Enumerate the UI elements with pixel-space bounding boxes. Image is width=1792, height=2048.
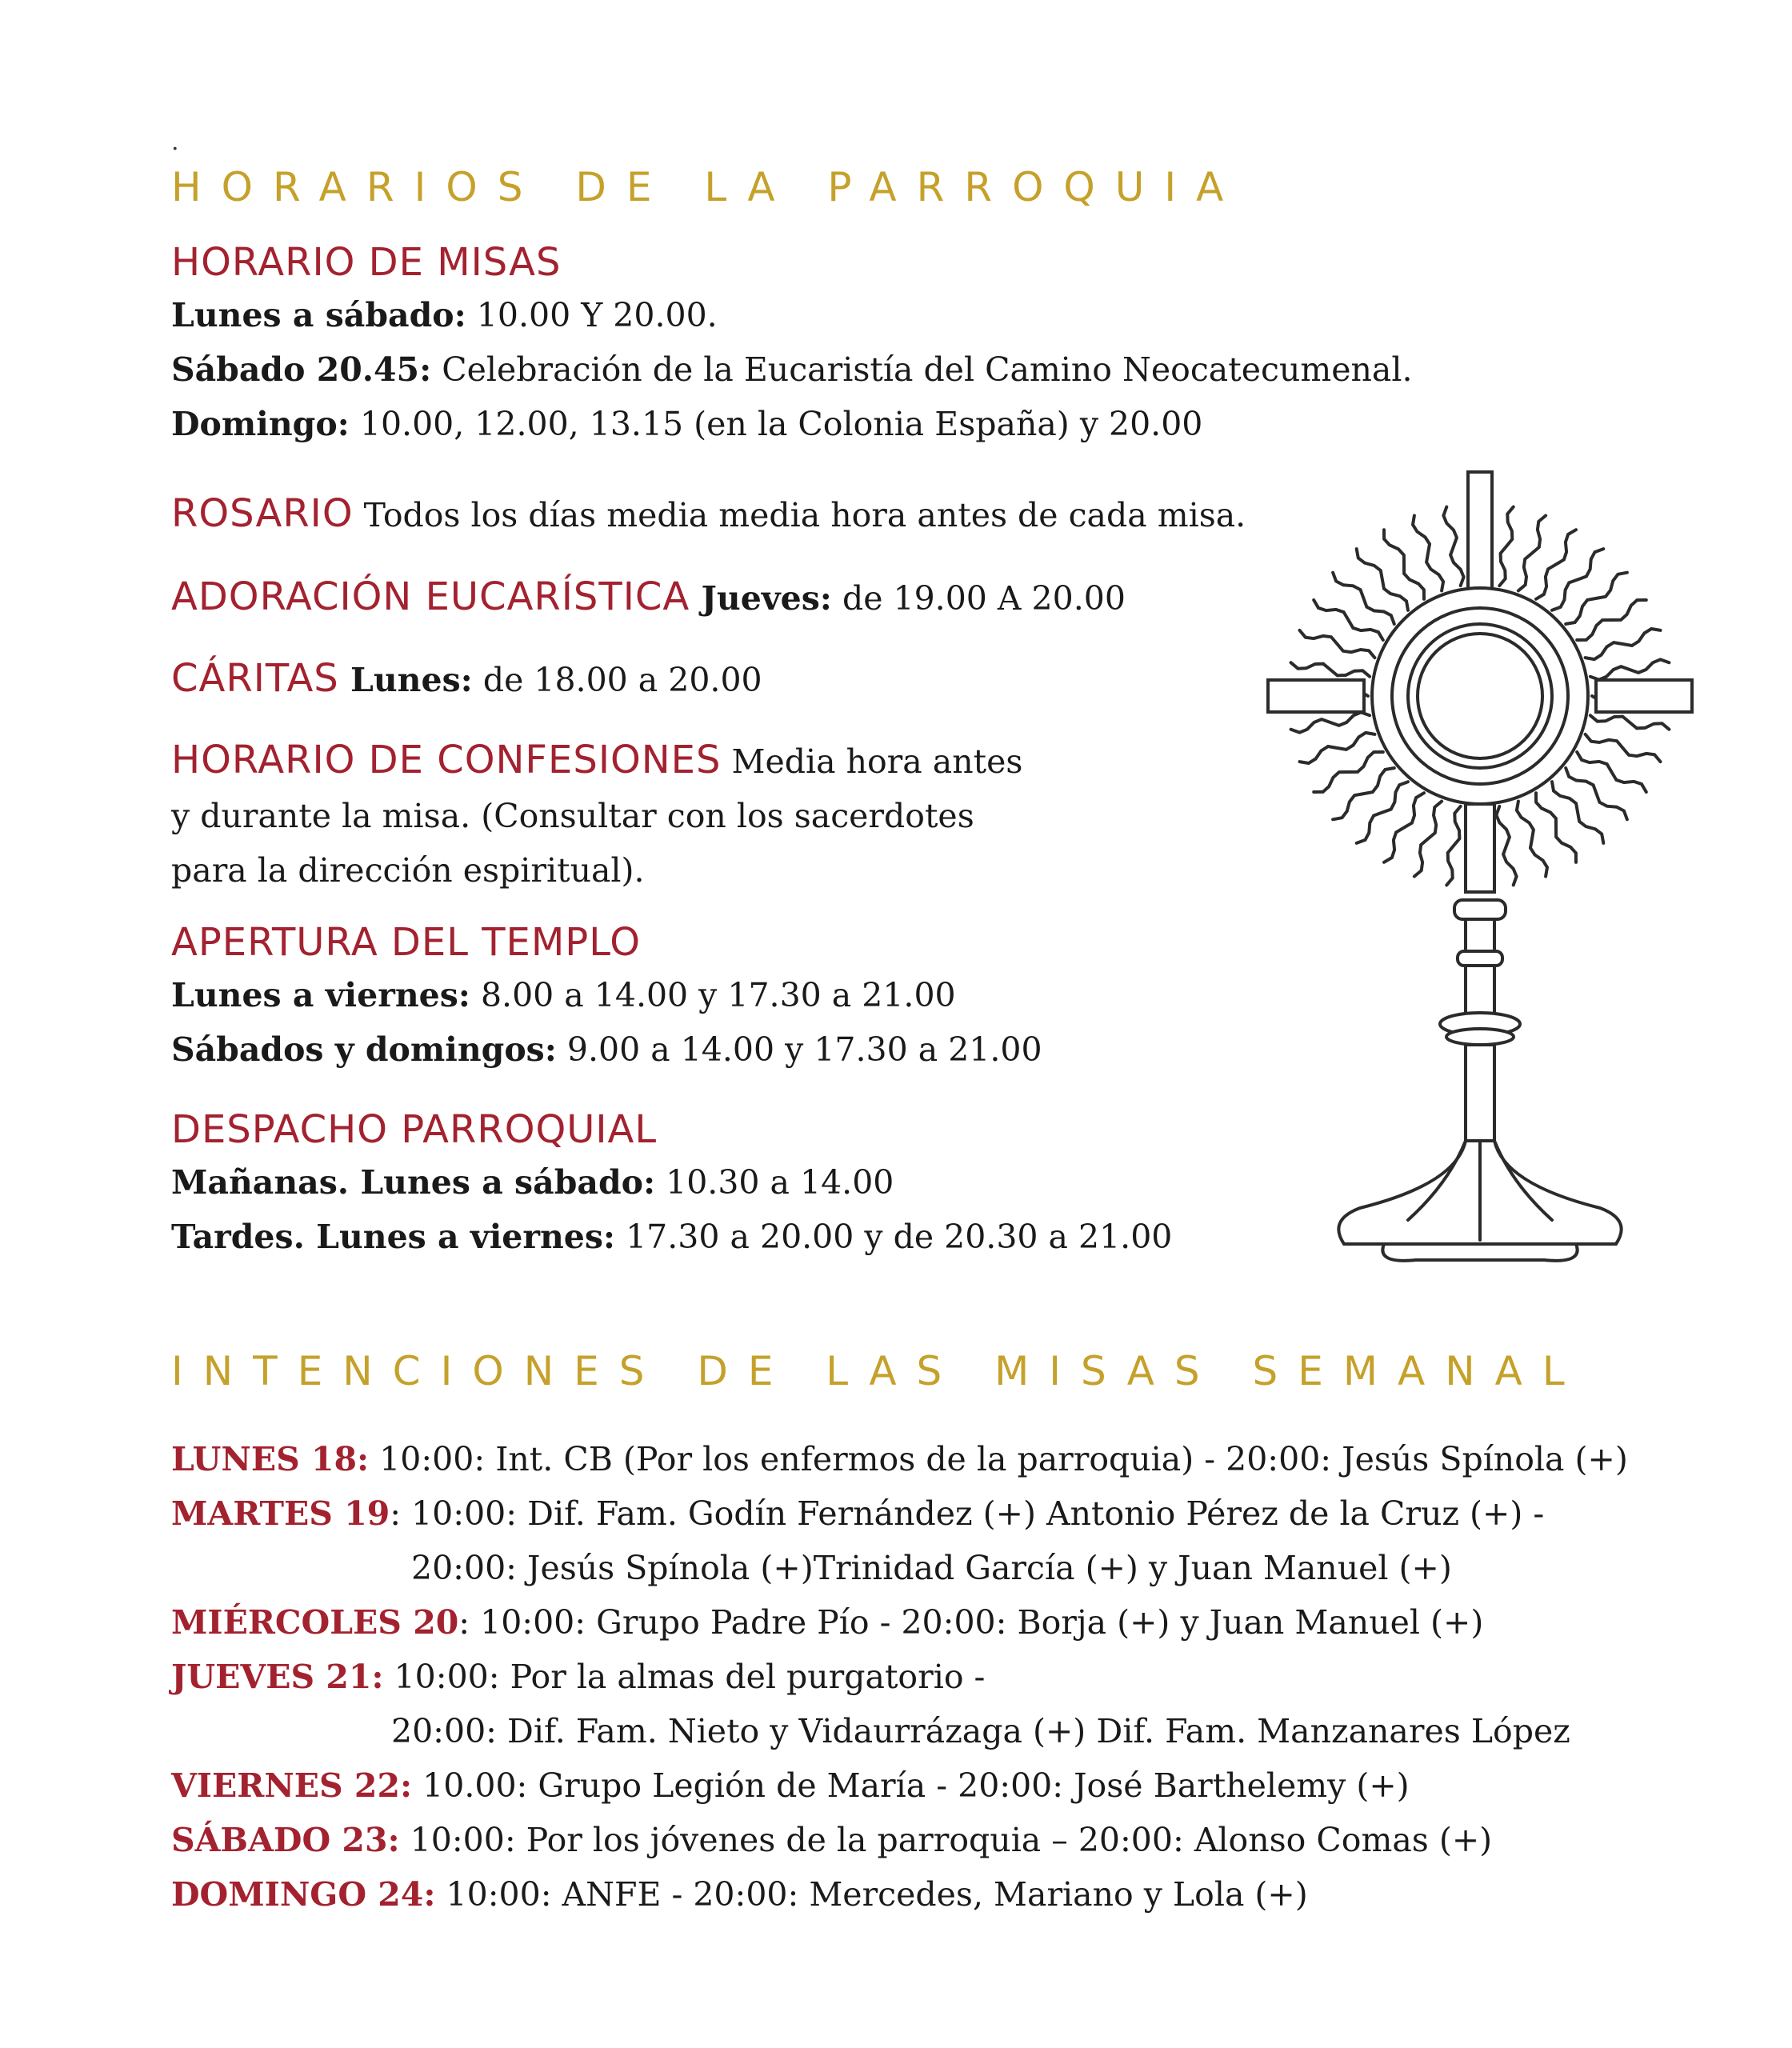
- monstrance-ray: [1586, 734, 1661, 762]
- monstrance-ray: [1536, 530, 1576, 599]
- adoracion-section: ADORACIÓN EUCARÍSTICA Jueves: de 19.00 A 20.00: [171, 574, 1126, 619]
- confesiones-section: HORARIO DE CONFESIONES Media hora antes y durante la misa. (Consultar con los sacerdotes para la dirección espiritual).: [171, 733, 1307, 898]
- intencion-row-cont: 20:00: Dif. Fam. Nieto y Vidaurrázaga (+) Dif. Fam. Manzanares López: [391, 1712, 1570, 1750]
- confesiones-line: y durante la misa. (Consultar con los sacerdotes: [171, 797, 974, 835]
- monstrance-ray: [1443, 507, 1463, 586]
- confesiones-line: para la dirección espiritual).: [171, 851, 645, 890]
- monstrance-ray: [1291, 662, 1370, 676]
- monstrance-ray: [1577, 752, 1646, 792]
- page-dot: .: [171, 128, 179, 156]
- monstrance-ray: [1552, 549, 1603, 610]
- intenciones-title: INTENCIONES DE LAS MISAS SEMANAL: [171, 1348, 1585, 1394]
- despacho-heading: DESPACHO PARROQUIAL: [171, 1107, 658, 1152]
- misas-row: Lunes a sábado: 10.00 Y 20.00.: [171, 296, 718, 334]
- intencion-row: SÁBADO 23: 10:00: Por los jóvenes de la parroquia – 20:00: Alonso Comas (+): [171, 1821, 1493, 1859]
- monstrance-ray: [1314, 600, 1383, 640]
- misas-row: Domingo: 10.00, 12.00, 13.15 (en la Colonia España) y 20.00: [171, 405, 1203, 443]
- intencion-row: MARTES 19: 10:00: Dif. Fam. Godín Fernández (+) Antonio Pérez de la Cruz (+) -: [171, 1494, 1545, 1533]
- monstrance-ray: [1414, 802, 1442, 877]
- apertura-row: Lunes a viernes: 8.00 a 14.00 y 17.30 a 21.00: [171, 976, 956, 1014]
- monstrance-ray: [1384, 793, 1424, 862]
- monstrance-ray: [1590, 659, 1669, 679]
- intencion-row: JUEVES 21: 10:00: Por la almas del purgatorio -: [171, 1658, 986, 1696]
- rosario-text: Todos los días media media hora antes de cada misa.: [353, 496, 1246, 534]
- monstrance-ray: [1517, 802, 1547, 877]
- confesiones-heading: HORARIO DE CONFESIONES: [171, 738, 722, 782]
- monstrance-ray: [1499, 507, 1513, 586]
- horarios-title: HORARIOS DE LA PARROQUIA: [171, 164, 1244, 210]
- intencion-row: DOMINGO 24: 10:00: ANFE - 20:00: Mercedes, Mariano y Lola (+): [171, 1875, 1308, 1914]
- intencion-row: VIERNES 22: 10.00: Grupo Legión de María - 20:00: José Barthelemy (+): [171, 1766, 1410, 1805]
- despacho-section: [171, 1107, 1307, 1264]
- monstrance-ray: [1300, 733, 1375, 763]
- intencion-row: LUNES 18: 10:00: Int. CB (Por los enfermos de la parroquia) - 20:00: Jesús Spínola (+): [171, 1440, 1628, 1478]
- intenciones-list: [171, 1432, 1691, 1922]
- apertura-row: Sábados y domingos: 9.00 a 14.00 y 17.30 a 21.00: [171, 1030, 1042, 1069]
- monstrance-ray: [1590, 715, 1669, 729]
- apertura-section: [171, 920, 1307, 1077]
- monstrance-ray: [1446, 806, 1460, 886]
- monstrance-ray: [1384, 530, 1424, 599]
- monstrance-ray: [1577, 600, 1646, 640]
- intencion-row: MIÉRCOLES 20: 10:00: Grupo Padre Pío - 20:00: Borja (+) y Juan Manuel (+): [171, 1603, 1484, 1642]
- caritas-section: CÁRITAS Lunes: de 18.00 a 20.00: [171, 656, 762, 701]
- monstrance-illustration: [1256, 464, 1704, 1264]
- intencion-row-cont: 20:00: Jesús Spínola (+)Trinidad García (+) y Juan Manuel (+): [411, 1549, 1452, 1587]
- monstrance-ray: [1333, 573, 1394, 624]
- monstrance-ray: [1357, 782, 1408, 843]
- misas-row: Sábado 20.45: Celebración de la Eucaristía del Camino Neocatecumenal.: [171, 350, 1413, 389]
- apertura-heading: APERTURA DEL TEMPLO: [171, 920, 642, 965]
- misas-heading: HORARIO DE MISAS: [171, 240, 562, 285]
- monstrance-ray: [1586, 629, 1661, 659]
- rosario-section: [171, 486, 1307, 542]
- rosario-heading: ROSARIO: [171, 491, 354, 536]
- caritas-heading: CÁRITAS: [171, 656, 339, 701]
- despacho-row: Mañanas. Lunes a sábado: 10.30 a 14.00: [171, 1163, 894, 1202]
- monstrance-ray: [1536, 793, 1576, 862]
- monstrance-ray: [1300, 630, 1375, 658]
- monstrance-ray: [1496, 806, 1516, 886]
- misas-section: [171, 240, 1413, 451]
- monstrance-ray: [1314, 752, 1383, 792]
- monstrance-ray: [1291, 712, 1370, 732]
- monstrance-ray: [1518, 516, 1546, 591]
- monstrance-ray: [1413, 516, 1443, 591]
- adoracion-heading: ADORACIÓN EUCARÍSTICA: [171, 574, 690, 619]
- despacho-row: Tardes. Lunes a viernes: 17.30 a 20.00 y de 20.30 a 21.00: [171, 1218, 1173, 1256]
- monstrance-ray: [1566, 768, 1627, 819]
